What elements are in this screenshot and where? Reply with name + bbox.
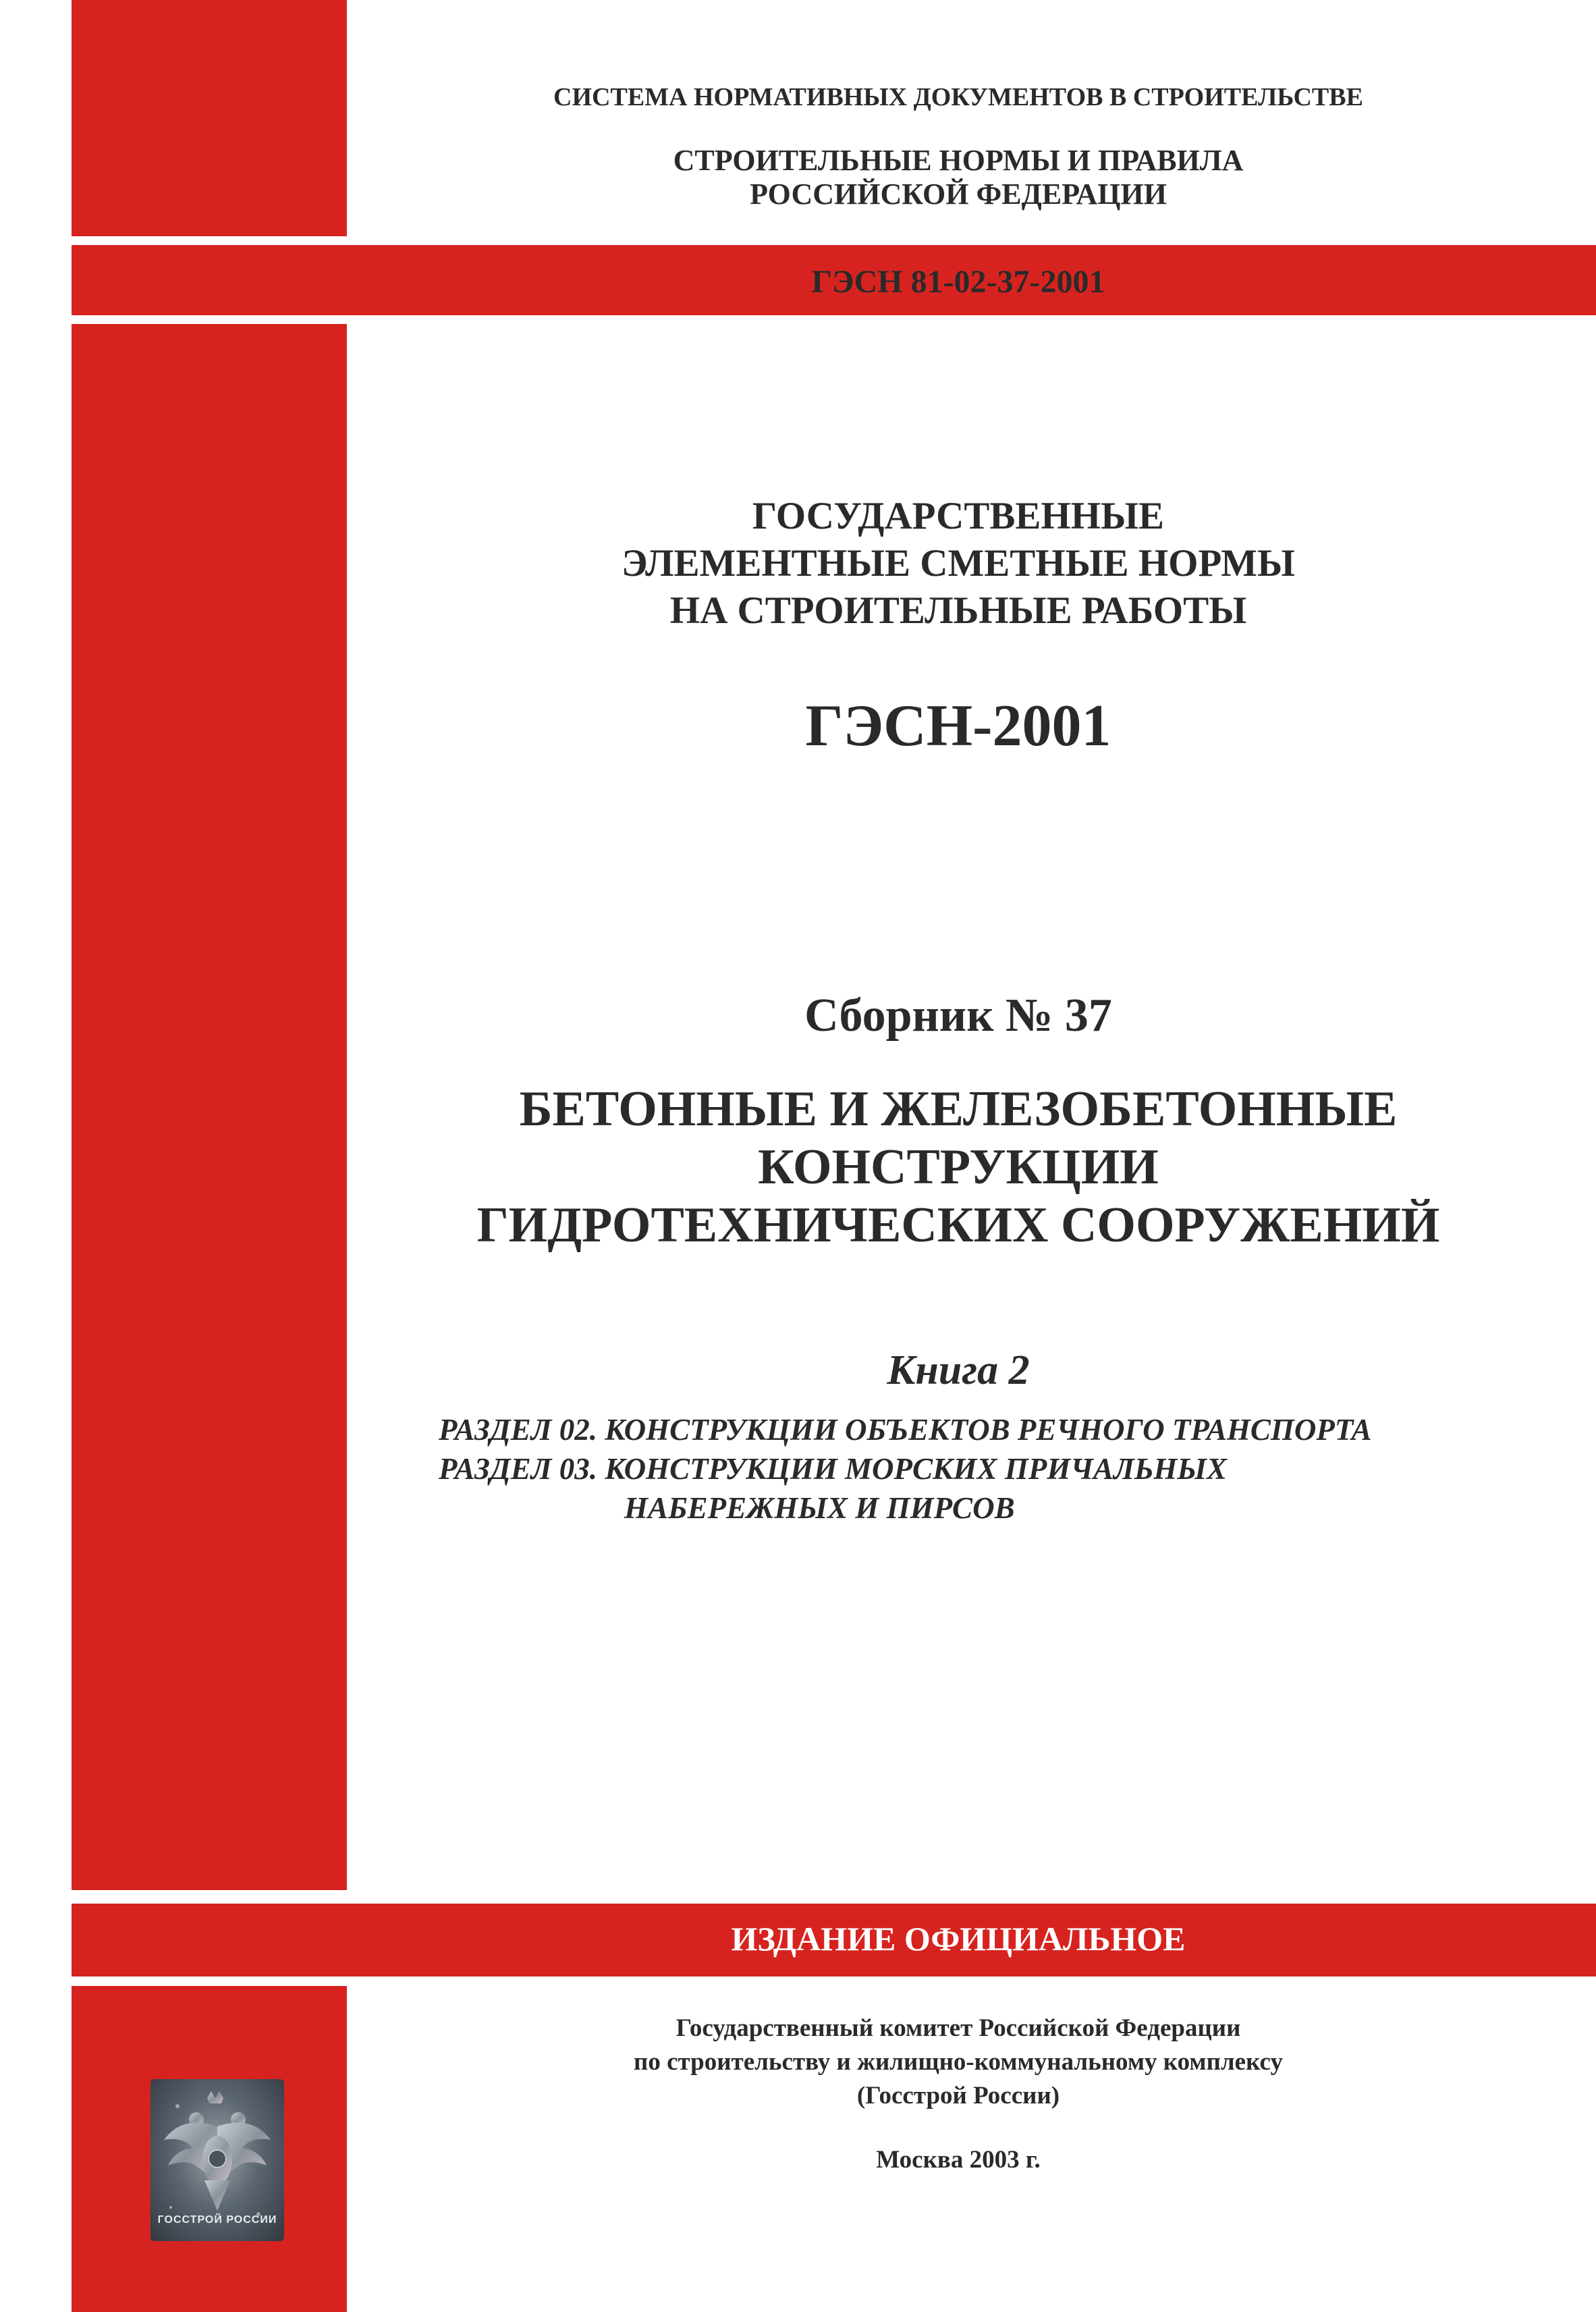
section-03-line1: РАЗДЕЛ 03. КОНСТРУКЦИИ МОРСКИХ ПРИЧАЛЬНЫХ [439, 1452, 1228, 1486]
book-number: Книга 2 [887, 1347, 1030, 1393]
topic-line2: КОНСТРУКЦИИ [758, 1139, 1159, 1195]
main-title-line1: ГОСУДАРСТВЕННЫЕ [752, 495, 1165, 537]
main-title-line3: НА СТРОИТЕЛЬНЫЕ РАБОТЫ [669, 589, 1247, 632]
topic-line1: БЕТОННЫЕ И ЖЕЛЕЗОБЕТОННЫЕ [519, 1081, 1398, 1137]
main-title-line2: ЭЛЕМЕНТНЫЕ СМЕТНЫЕ НОРМЫ [621, 542, 1296, 585]
publisher-line3: (Госстрой России) [856, 2082, 1060, 2109]
abbreviation-title: ГЭСН-2001 [805, 693, 1111, 759]
collection-number: Сборник № 37 [804, 990, 1112, 1042]
publisher-line1: Государственный комитет Российской Федерации [676, 2014, 1241, 2042]
topic-line3: ГИДРОТЕХНИЧЕСКИХ СООРУЖЕНИЙ [476, 1198, 1440, 1253]
hologram-text: ГОССТРОЙ РОССИИ [157, 2214, 277, 2226]
snip-title-line2: РОССИЙСКОЙ ФЕДЕРАЦИИ [750, 178, 1167, 211]
system-title: СИСТЕМА НОРМАТИВНЫХ ДОКУМЕНТОВ В СТРОИТЕЛЬСТВЕ [553, 83, 1363, 111]
document-code: ГЭСН 81-02-37-2001 [811, 264, 1105, 300]
hologram-sticker [150, 2079, 284, 2241]
place-year: Москва 2003 г. [876, 2146, 1041, 2174]
snip-title-line1: СТРОИТЕЛЬНЫЕ НОРМЫ И ПРАВИЛА [673, 144, 1244, 177]
red-vertical-bar-top [72, 0, 347, 236]
red-vertical-bar-main [72, 324, 347, 1890]
section-02: РАЗДЕЛ 02. КОНСТРУКЦИИ ОБЪЕКТОВ РЕЧНОГО ТРАНСПОРТА [439, 1413, 1372, 1447]
publisher-line2: по строительству и жилищно-коммунальному комплексу [634, 2048, 1283, 2076]
official-edition-label: ИЗДАНИЕ ОФИЦИАЛЬНОЕ [731, 1920, 1186, 1958]
section-03-line2: НАБЕРЕЖНЫХ И ПИРСОВ [624, 1491, 1015, 1525]
